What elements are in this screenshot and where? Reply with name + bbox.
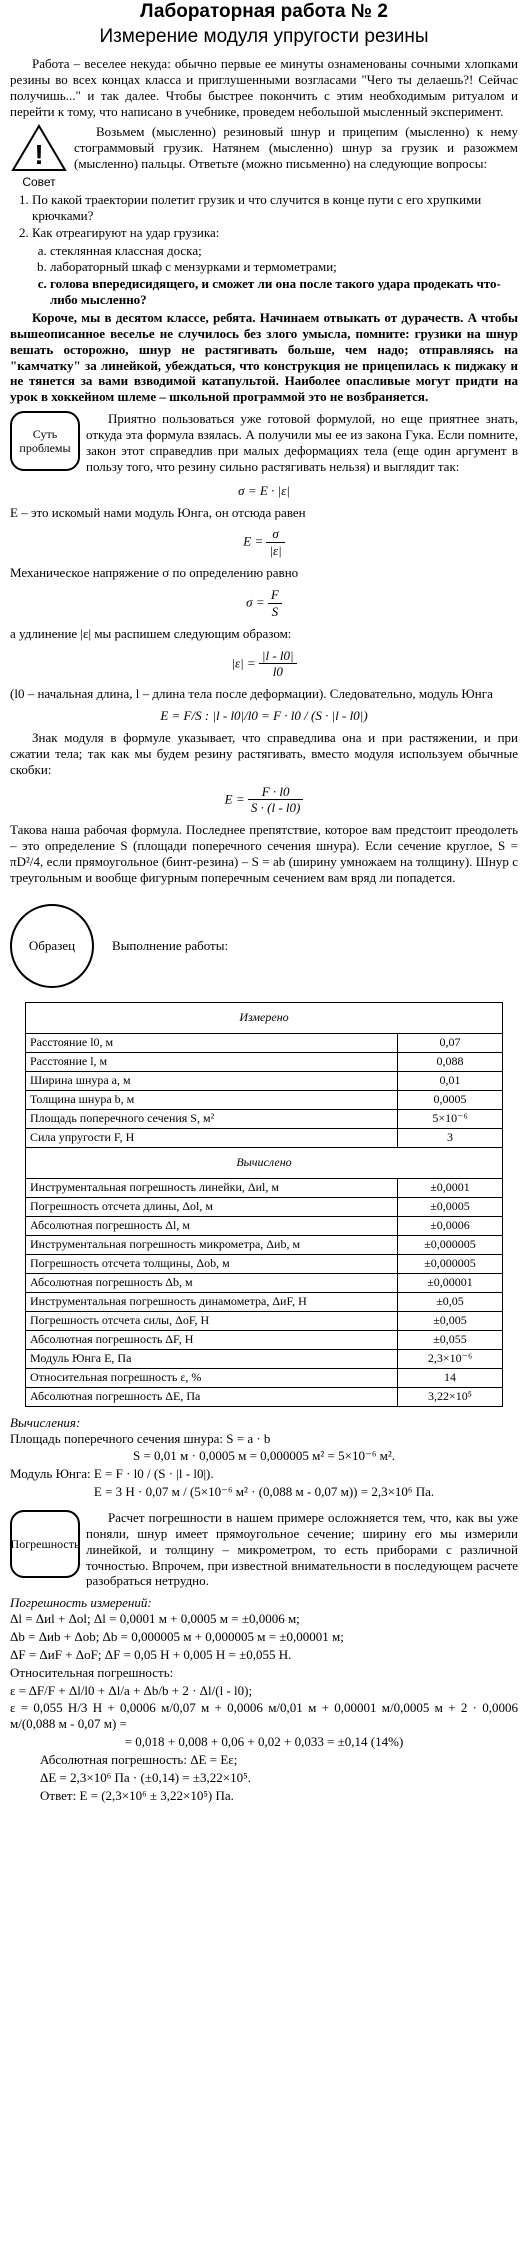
advice-icon (10, 124, 68, 190)
strain-formula: |ε| = $\frac{|l - l0|}{l0}$ (10, 648, 518, 681)
safety-warning: Короче, мы в десятом классе, ребята. Начинаем отвыкать от дурачеств. А чтобы вышеописанное веселье не случилось без злого умысла, помните: грузики на шнур вешать осторожно, шнур не растягивать больше, чем надо; отправляясь на "камчатку" за линейкой, убеждаться, что конструкция не прицепилась к пиджаку и не тянется за вами взводимой катапультой. Наиболее опасливые могут придти на урок в хоккейном шлеме – школьной программой это не возбраняется. (10, 310, 518, 405)
abs-err-calc: ΔE = 2,3×10⁶ Па · (±0,14) = ±3,22×10⁵. (40, 1769, 251, 1785)
table-section-row (26, 1147, 503, 1178)
table-row (26, 1387, 503, 1406)
table-row (26, 1216, 503, 1235)
rel-calc: ε = 0,055 Н/3 Н + 0,0006 м/0,07 м + 0,0006 м/0,01 м + 0,00001 м/0,0005 м + 2 · 0,0006 м/(0,088 м - 0,07 м) = (10, 1700, 518, 1732)
row-value: ±0,0006 (398, 1216, 503, 1235)
page-title: Лабораторная работа № 2 (140, 1, 388, 22)
question-list (10, 192, 518, 308)
example-label: Образец (28, 937, 76, 953)
error-block (10, 1510, 518, 1591)
table-row (26, 1311, 503, 1330)
advice-block (10, 124, 518, 190)
advice-label: Совет (22, 175, 56, 190)
row-label: Абсолютная погрешность ΔE, Па (26, 1387, 398, 1406)
rel-title: Относительная погрешность: (10, 1664, 174, 1680)
row-value: 2,3×10⁻⁶ (398, 1349, 503, 1368)
row-value: 3,22×10⁵ (398, 1387, 503, 1406)
table-row (26, 1090, 503, 1109)
area-calc: S = 0,01 м · 0,0005 м = 0,000005 м² = 5×10⁻⁶ м². (133, 1448, 395, 1464)
table-row (26, 1109, 503, 1128)
row-label: Относительная погрешность ε, % (26, 1368, 398, 1387)
row-value: ±0,05 (398, 1292, 503, 1311)
young-line: Модуль Юнга: E = F · l0 / (S · |l - l0|). (10, 1466, 214, 1482)
df-line: ΔF = ΔиF + ΔоF; ΔF = 0,05 Н + 0,005 Н = ±0,055 Н. (10, 1646, 292, 1662)
results-table (25, 1002, 503, 1407)
essence-text-1: Приятно пользоваться уже готовой формулой, но еще приятнее знать, откуда эта формула взялась. А получили мы ее из закона Гука. Если помните, закон этот справедлив при малых деформациях тела (еще один аргумент в пользу того, что резину сильно растягивать нельзя) и выглядит так: (86, 411, 518, 474)
advice-text: Возьмем (мысленно) резиновый шнур и прицепим (мысленно) к нему стограммовый грузик. Натянем (мысленно) шнур за грузик и разожмем (мысленно) пальцы. Ответьте (можно письменно) на следующие вопросы: (74, 123, 518, 171)
row-value: 0,0005 (398, 1090, 503, 1109)
rel-formula: ε = ΔF/F + Δl/l0 + Δl/a + Δb/b + 2 · Δl/(l - l0); (10, 1682, 253, 1698)
young-from-hooke: E = $\frac{\sigma}{|\varepsilon|}$ (10, 526, 518, 559)
question-2: 2. Как отреагируют на удар грузика: a. стеклянная классная доска; b. лабораторный шкаф с мензурками и термометрами; c. голова впередисидящего, и сможет ли она после такого удара продекать что-либо мысленно? (32, 225, 518, 308)
triangle-warning-icon (11, 124, 67, 172)
row-label: Абсолютная погрешность ΔF, Н (26, 1330, 398, 1349)
example-heading: Выполнение работы: (112, 937, 229, 953)
table-row (26, 1330, 503, 1349)
svg-text:!: ! (34, 138, 44, 170)
essence-text-5: (l0 – начальная длина, l – длина тела после деформации). Следовательно, модуль Юнга (10, 686, 493, 702)
calculations-title: Вычисления: (10, 1414, 81, 1430)
row-label: Погрешность отсчета длины, Δоl, м (26, 1197, 398, 1216)
row-value: ±0,005 (398, 1311, 503, 1330)
table-row (26, 1254, 503, 1273)
essence-text-4: а удлинение |ε| мы распишем следующим образом: (10, 625, 292, 641)
db-line: Δb = Δиb + Δоb; Δb = 0,000005 м + 0,000005 м = ±0,00001 м; (10, 1629, 344, 1644)
essence-block (10, 411, 518, 476)
row-label: Инструментальная погрешность линейки, Δиl, м (26, 1178, 398, 1197)
row-value: 3 (398, 1128, 503, 1147)
table-row (26, 1178, 503, 1197)
row-label: Инструментальная погрешность микрометра, Δиb, м (26, 1235, 398, 1254)
table-row (26, 1349, 503, 1368)
example-icon (10, 904, 94, 988)
row-label: Расстояние l, м (26, 1052, 398, 1071)
essence-text-7: Такова наша рабочая формула. Последнее препятствие, которое вам предстоит преодолеть – это определение S (площади поперечного сечения шнура). Если сечение круглое, S = πD²/4, если прямоугольное (бинт-резина) – S = ab (ширину умножаем на толщину). Шнур с треугольным и вообще фигурным поперечным сечением вам вряд ли попадется. (10, 822, 518, 885)
table-row (26, 1273, 503, 1292)
area-line: Площадь поперечного сечения шнура: S = a · b (10, 1430, 271, 1446)
table-row (26, 1368, 503, 1387)
essence-text-3: Механическое напряжение σ по определению равно (10, 565, 299, 581)
table-section-row (26, 1002, 503, 1033)
dl-line: Δl = Δиl + Δоl; Δl = 0,0001 м + 0,0005 м = ±0,0006 м; (10, 1611, 300, 1627)
abs-err-title: Абсолютная погрешность: ΔE = Eε; (40, 1752, 238, 1768)
table-row (26, 1128, 503, 1147)
essence-text-6: Знак модуля в формуле указывает, что справедлива она и при растяжении, и при сжатии тела; так как мы будем резину растягивать, вместо модуля используем обычные скобки: (10, 729, 518, 777)
essence-label: Суть проблемы (19, 426, 71, 456)
error-label: Погрешность (10, 1536, 80, 1551)
question-1: 1. По какой траектории полетит грузик и что случится в конце пути с его хрупкими крючками? (32, 192, 518, 224)
young-calc: E = 3 Н · 0,07 м / (5×10⁻⁶ м² · (0,088 м - 0,07 м)) = 2,3×10⁶ Па. (93, 1484, 435, 1500)
table-row (26, 1052, 503, 1071)
stress-formula: σ = $\frac{F}{S}$ (10, 587, 518, 620)
essence-icon (10, 411, 80, 471)
error-icon (10, 1510, 80, 1578)
abs-title: Погрешность измерений: (10, 1595, 152, 1611)
question-2b: b. лабораторный шкаф с мензурками и термометрами; (50, 259, 518, 275)
table-row (26, 1033, 503, 1052)
row-value: ±0,000005 (398, 1235, 503, 1254)
table-row (26, 1197, 503, 1216)
table-row (26, 1235, 503, 1254)
row-label: Расстояние l0, м (26, 1033, 398, 1052)
row-value: ±0,0005 (398, 1197, 503, 1216)
error-text: Расчет погрешности в нашем примере осложняется тем, что, как вы уже поняли, шнур имеет прямоугольное сечение; ширину его мы измерили линейкой, и толщину – микрометром, то есть приборами с различной точностью. Впрочем, при известной внимательности в последующем расчете разобраться нетрудно. (86, 1509, 518, 1589)
calculations-block (10, 1415, 518, 1500)
row-value: ±0,00001 (398, 1273, 503, 1292)
table-section-label: Измерено (26, 1002, 503, 1033)
young-derivation: E = F/S : |l - l0|/l0 = F · l0 / (S · |l - l0|) (160, 708, 368, 724)
row-value: 0,01 (398, 1071, 503, 1090)
intro-paragraph: Работа – веселее некуда: обычно первые ее минуты ознаменованы сочными хлопками резины во всех концах класса и приглушенными возгласами "Чего ты делаешь?! Сейчас получишь..." и так далее. Чтобы быстрее покончить с этим необходимым ритуалом и перейти к тому, что написано в учебнике, проведем небольшой мысленный эксперимент. (10, 56, 518, 119)
row-label: Сила упругости F, Н (26, 1128, 398, 1147)
row-value: ±0,0001 (398, 1178, 503, 1197)
table-section-label: Вычислено (26, 1147, 503, 1178)
row-value: ±0,000005 (398, 1254, 503, 1273)
row-value: 0,07 (398, 1033, 503, 1052)
row-value: ±0,055 (398, 1330, 503, 1349)
table-row (26, 1071, 503, 1090)
row-label: Абсолютная погрешность Δl, м (26, 1216, 398, 1235)
row-value: 0,088 (398, 1052, 503, 1071)
row-value: 5×10⁻⁶ (398, 1109, 503, 1128)
row-label: Ширина шнура a, м (26, 1071, 398, 1090)
rel-sum: = 0,018 + 0,008 + 0,06 + 0,02 + 0,033 = ±0,14 (14%) (124, 1734, 404, 1750)
essence-text-2: E – это искомый нами модуль Юнга, он отсюда равен (10, 504, 306, 520)
row-label: Толщина шнура b, м (26, 1090, 398, 1109)
row-label: Погрешность отсчета силы, ΔоF, Н (26, 1311, 398, 1330)
question-2c: c. голова впередисидящего, и сможет ли она после такого удара продекать что-либо мысленно? (50, 276, 518, 308)
working-formula: E = $\frac{F \cdot l0}{S \cdot (l - l0)}$ (10, 784, 518, 817)
question-2a: a. стеклянная классная доска; (50, 243, 518, 259)
row-value: 14 (398, 1368, 503, 1387)
hooke-formula: σ = E · |ε| (238, 482, 290, 498)
row-label: Площадь поперечного сечения S, м² (26, 1109, 398, 1128)
row-label: Инструментальная погрешность динамометра, ΔиF, Н (26, 1292, 398, 1311)
table-row (26, 1292, 503, 1311)
row-label: Абсолютная погрешность Δb, м (26, 1273, 398, 1292)
row-label: Погрешность отсчета толщины, Δоb, м (26, 1254, 398, 1273)
example-block (10, 904, 518, 988)
answer-line: Ответ: E = (2,3×10⁶ ± 3,22×10⁵) Па. (40, 1787, 234, 1803)
row-label: Модуль Юнга E, Па (26, 1349, 398, 1368)
page-subtitle: Измерение модуля упругости резины (99, 26, 429, 48)
